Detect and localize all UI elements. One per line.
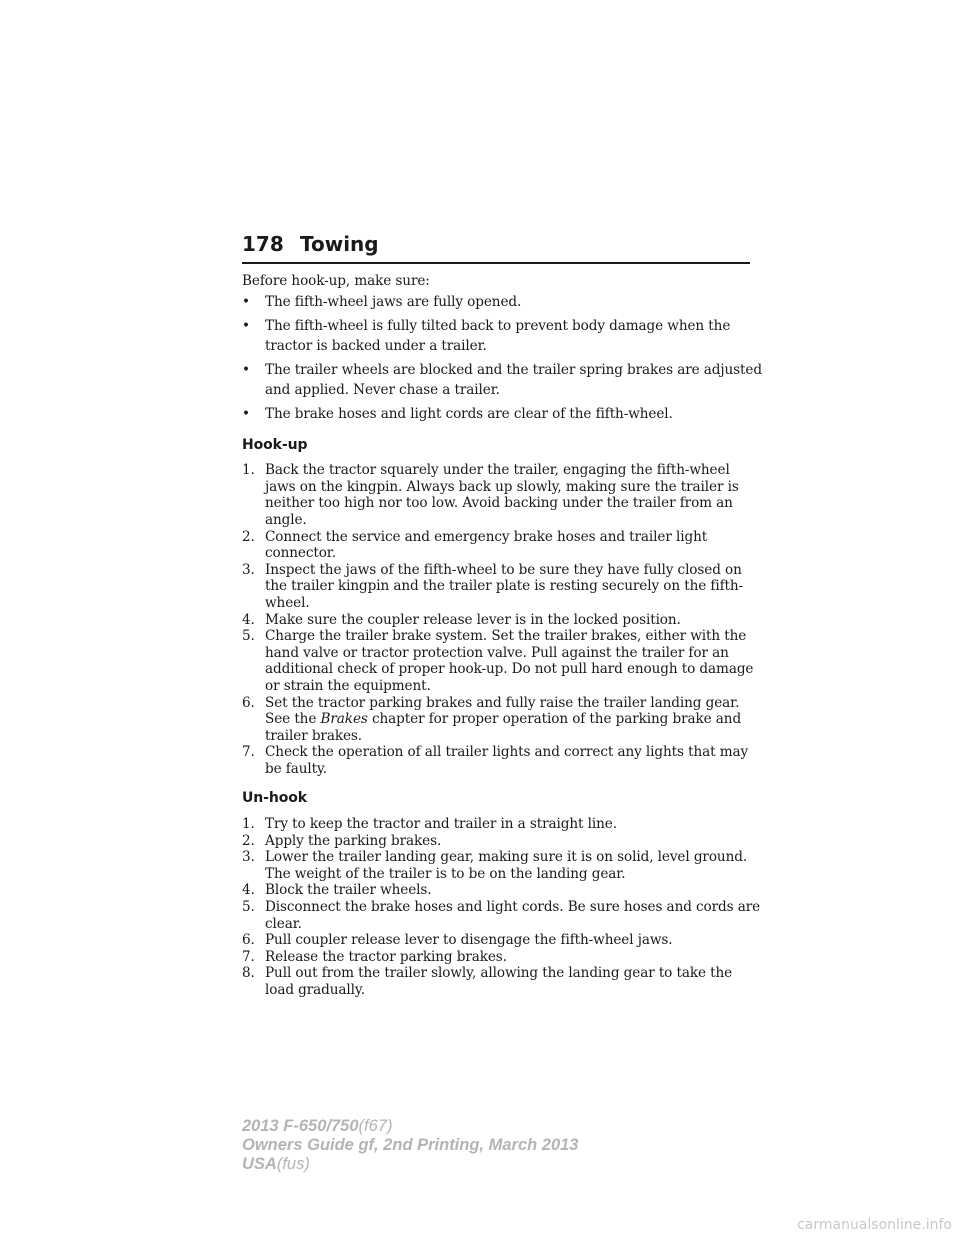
unhook-steps [242, 816, 762, 999]
list-item: 5. Charge the trailer brake system. Set the trailer brakes, either with the hand valve or tractor protection valve. Pull against the trailer for an additional check of proper hook-up. Do not pull hard enough to damage or strain the equipment. [242, 628, 754, 694]
list-item: 3. Inspect the jaws of the fifth-wheel to be sure they have fully closed on the trailer kingpin and the trailer plate is resting securely on the fifth-wheel. [242, 561, 744, 611]
hookup-heading: Hook-up [242, 436, 308, 453]
list-item: • The fifth-wheel is fully tilted back to prevent body damage when the tractor is backed under a trailer. [242, 317, 731, 354]
list-item: 7. Check the operation of all trailer lights and correct any lights that may be faulty. [242, 744, 749, 777]
page-number: 178 [242, 232, 284, 256]
list-item: 1. Try to keep the tractor and trailer in a straight line. [242, 816, 617, 833]
hookup-steps [242, 462, 762, 777]
pre-hookup-checklist [242, 292, 762, 424]
list-item: • The trailer wheels are blocked and the trailer spring brakes are adjusted and applied. Never chase a trailer. [242, 361, 762, 398]
unhook-heading: Un-hook [242, 790, 307, 807]
list-item: • The brake hoses and light cords are clear of the fifth-wheel. [242, 405, 673, 422]
list-item: • The fifth-wheel jaws are fully opened. [242, 293, 522, 310]
list-item: 7. Release the tractor parking brakes. [242, 948, 507, 965]
list-item: 6. Pull coupler release lever to disengage the fifth-wheel jaws. [242, 932, 673, 949]
intro-text: Before hook-up, make sure: [242, 273, 430, 289]
page-content [242, 273, 762, 999]
page-header [242, 232, 750, 264]
bullet-icon: • [242, 293, 250, 310]
footer-model-line: 2013 F-650/750(f67) [242, 1117, 393, 1135]
list-item: 2. Connect the service and emergency brake hoses and trailer light connector. [242, 528, 708, 562]
section-title: Towing [300, 232, 379, 256]
list-item: 2. Apply the parking brakes. [242, 832, 442, 849]
list-item: 3. Lower the trailer landing gear, making sure it is on solid, level ground. The weight of the trailer is to be on the landing gear. [242, 849, 748, 882]
footer-guide-line: Owners Guide gf, 2nd Printing, March 2013 [242, 1136, 579, 1154]
bullet-icon: • [242, 361, 250, 378]
bullet-icon: • [242, 317, 250, 334]
list-item: 4. Block the trailer wheels. [242, 882, 432, 899]
list-item: 1. Back the tractor squarely under the trailer, engaging the fifth-wheel jaws on the kingpin. Always back up slowly, making sure the trailer is neither too high nor too low. Avoid backing under the trailer from an angle. [242, 462, 739, 528]
list-item: 5. Disconnect the brake hoses and light cords. Be sure hoses and cords are clear. [242, 899, 761, 932]
bullet-icon: • [242, 405, 250, 422]
document-footer [242, 1117, 579, 1174]
list-item: 4. Make sure the coupler release lever is in the locked position. [242, 611, 681, 628]
footer-market-line: USA(fus) [242, 1155, 310, 1173]
brakes-chapter-reference: Brakes [320, 711, 368, 728]
watermark: carmanualsonline.info [797, 1217, 952, 1233]
list-item: 6. Set the tractor parking brakes and fully raise the trailer landing gear. See the Brakes chapter for proper operation of the parking brake and trailer brakes. [242, 694, 742, 744]
list-item: 8. Pull out from the trailer slowly, allowing the landing gear to take the load gradually. [242, 965, 733, 998]
